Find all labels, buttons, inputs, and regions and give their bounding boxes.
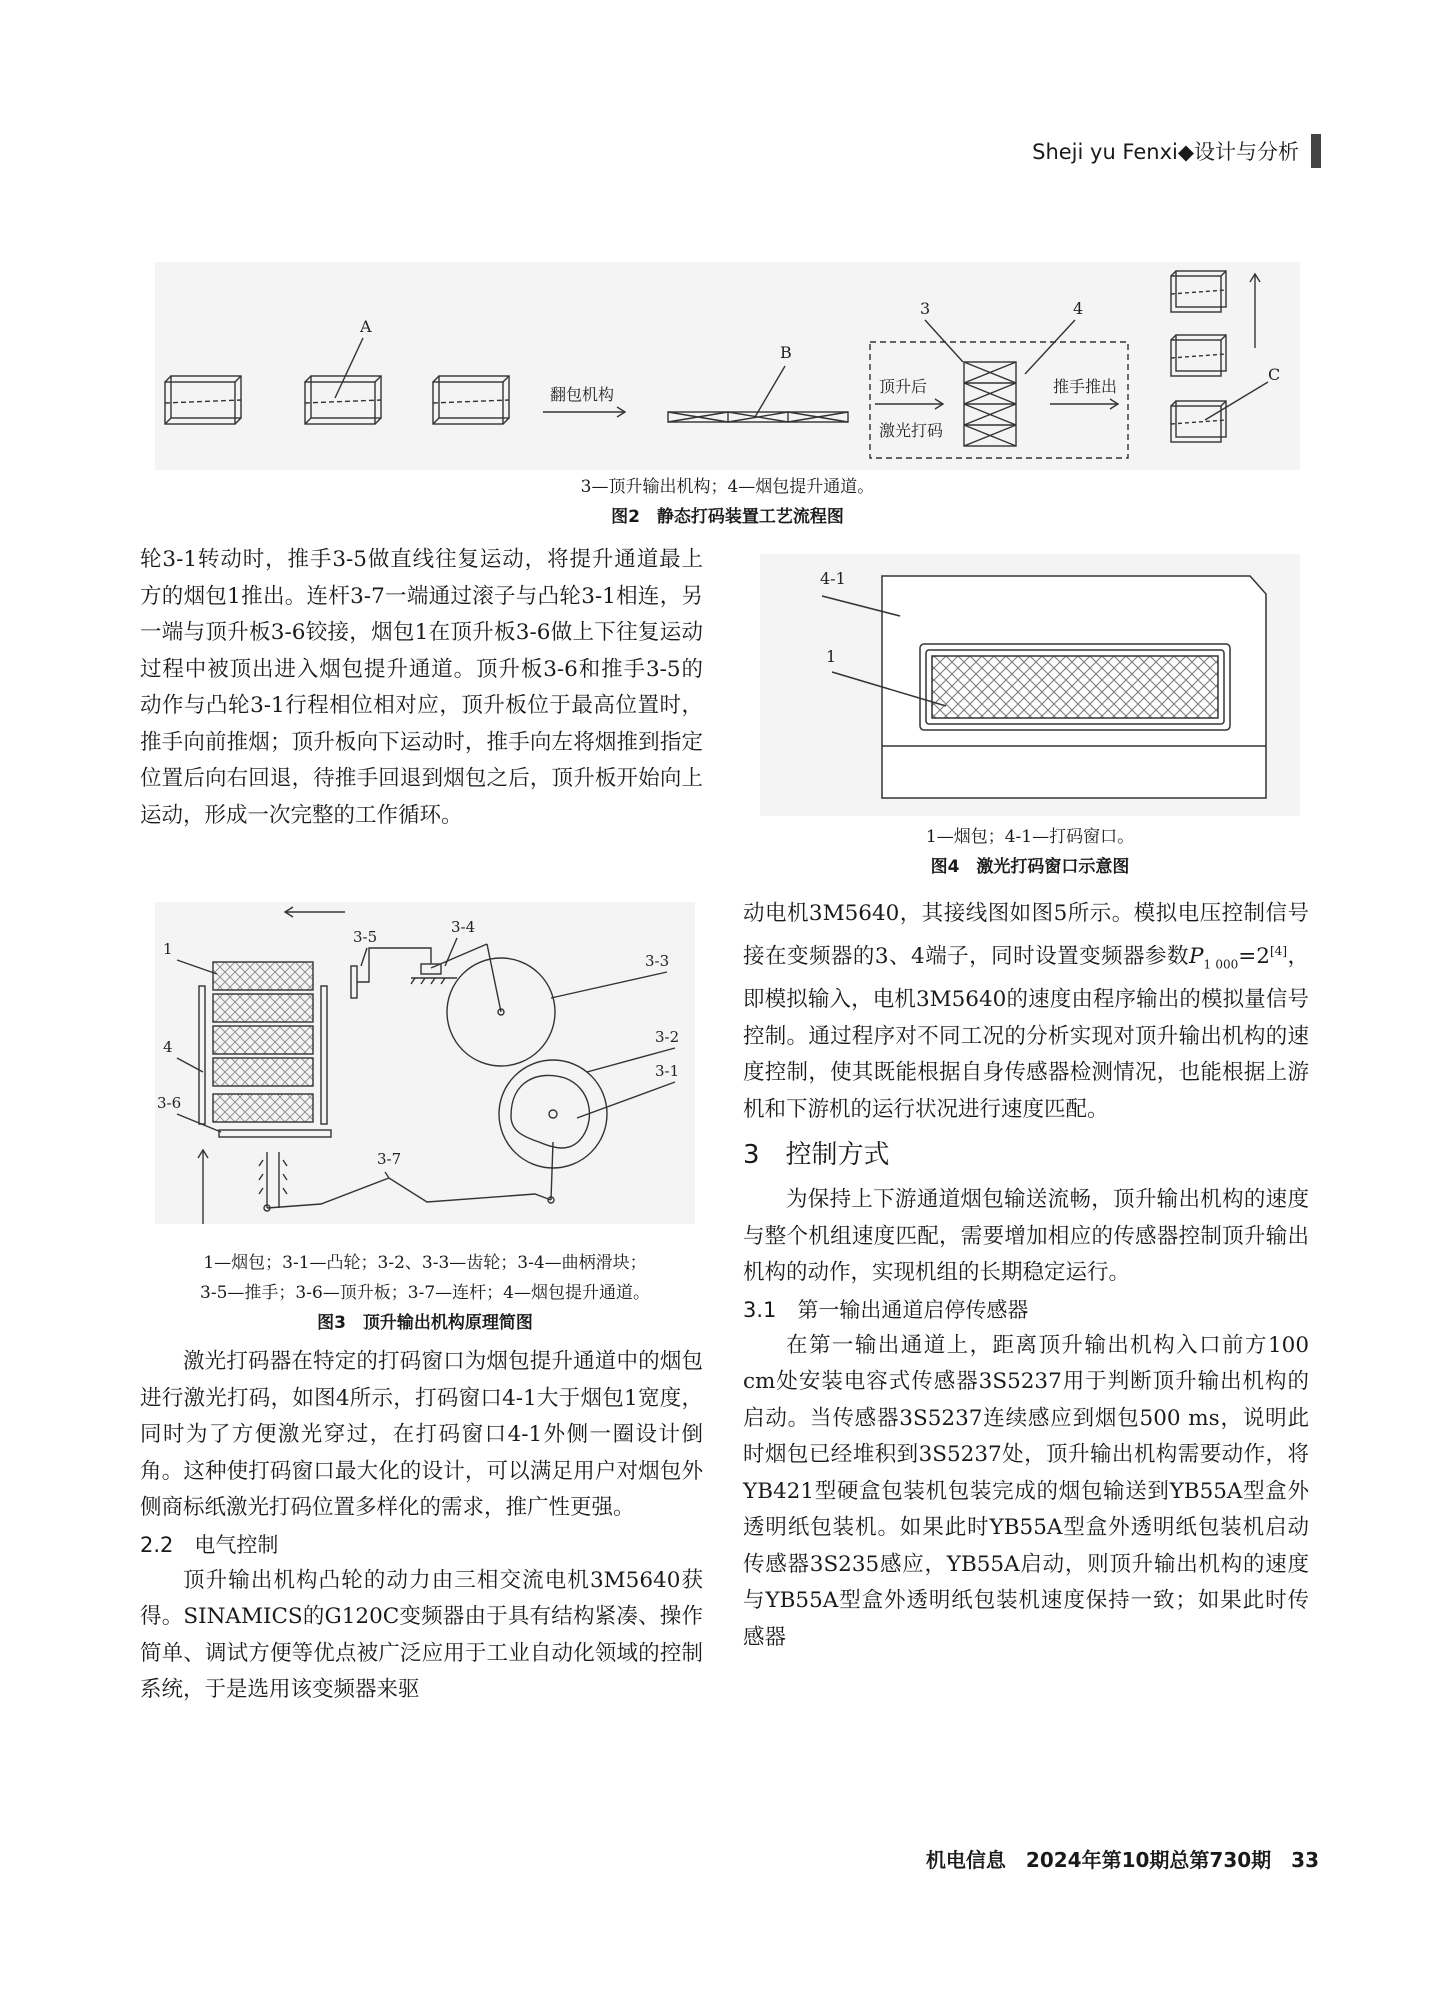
fig2-label-a: A <box>360 317 372 336</box>
figure-3-caption-line-2: 3-5—推手；3-6—顶升板；3-7—连杆；4—烟包提升通道。 <box>200 1283 650 1303</box>
fig2-text-flip: 翻包机构 <box>550 385 615 404</box>
figure-4 <box>760 554 1300 816</box>
right-para-1-a: 动电机3M5640，其接线图如图5所示。模拟电压控制信号接在变频器的3、4端子，同时设置变频器参数 <box>743 901 1309 969</box>
figure-3-caption-block <box>155 1248 695 1338</box>
figure-2-title: 图2 静态打码装置工艺流程图 <box>611 507 844 527</box>
fig3-label-3-4: 3-4 <box>451 918 476 936</box>
running-head-text: Sheji yu Fenxi◆设计与分析 <box>1032 140 1299 164</box>
figure-4-diagram <box>760 554 1300 816</box>
fig3-label-4: 4 <box>163 1038 173 1056</box>
fig3-label-3-3: 3-3 <box>645 952 670 970</box>
param-sub: 1 000 <box>1203 956 1239 971</box>
right-para-1 <box>743 896 1309 1128</box>
fig4-label-pack: 1 <box>826 647 837 666</box>
left-para-3: 顶升输出机构凸轮的动力由三相交流电机3M5640获得。SINAMICS的G120C变频器由于具有结构紧凑、操作简单、调试方便等优点被广泛应用于工业自动化领域的控制系统，于是选用该变频器来驱 <box>140 1567 703 1702</box>
figure-3-caption-line-1: 1—烟包；3-1—凸轮；3-2、3-3—齿轮；3-4—曲柄滑块； <box>203 1253 647 1273</box>
figure-4-title: 图4 激光打码窗口示意图 <box>930 857 1130 877</box>
running-head-bar <box>1311 134 1321 168</box>
figure-4-caption-block <box>760 822 1300 882</box>
fig2-text-push: 推手推出 <box>1053 377 1118 396</box>
figure-2 <box>155 262 1300 470</box>
left-para-2: 激光打码器在特定的打码窗口为烟包提升通道中的烟包进行激光打码，如图4所示，打码窗口4-1大于烟包1宽度，同时为了方便激光穿过，在打码窗口4-1外侧一圈设计倒角。这种使打码窗口最大化的设计，可以满足用户对烟包外侧商标纸激光打码位置多样化的需求，推广性更强。 <box>140 1349 703 1520</box>
figure-4-caption: 1—烟包；4-1—打码窗口。 <box>925 827 1135 847</box>
fig3-label-3-7: 3-7 <box>377 1150 402 1168</box>
figure-2-caption: 3—顶升输出机构；4—烟包提升通道。 <box>580 477 875 497</box>
ref-4: [4] <box>1270 943 1287 958</box>
right-para-3: 在第一输出通道上，距离顶升输出机构入口前方100 cm处安装电容式传感器3S5237用于判断顶升输出机构的启动。当传感器3S5237连续感应到烟包500 ms，说明此时烟包已经堆积到3S5237处，顶升输出机构需要动作，将YB421型硬盒包装机包装完成的烟包输送到YB55A型盒外透明纸包装机。如果此时YB55A型盒外透明纸包装机启动传感器3S235感应，YB55A启动，则顶升输出机构的速度与YB55A型盒外透明纸包装机速度保持一致；如果此时传感器 <box>743 1332 1309 1650</box>
heading-2-2: 2.2 电气控制 <box>140 1532 279 1557</box>
figure-2-diagram <box>155 262 1300 470</box>
fig2-text-lift-2: 激光打码 <box>879 421 944 440</box>
figure-3-title: 图3 顶升输出机构原理简图 <box>317 1313 533 1333</box>
fig3-label-3-6: 3-6 <box>157 1094 182 1112</box>
right-column <box>743 896 1309 1656</box>
fig2-label-b: B <box>780 343 792 362</box>
fig3-label-3-2: 3-2 <box>655 1028 680 1046</box>
fig2-label-4: 4 <box>1073 299 1084 318</box>
fig4-label-window: 4-1 <box>820 569 846 588</box>
fig2-label-3: 3 <box>920 299 931 318</box>
left-column-top <box>140 542 703 834</box>
fig3-label-3-1: 3-1 <box>655 1062 680 1080</box>
param-p: P <box>1188 943 1204 969</box>
heading-3: 3 控制方式 <box>743 1140 890 1171</box>
right-para-2: 为保持上下游通道烟包输送流畅，顶升输出机构的速度与整个机组速度匹配，需要增加相应的传感器控制顶升输出机构的动作，实现机组的长期稳定运行。 <box>743 1187 1309 1286</box>
heading-3-1: 3.1 第一输出通道启停传感器 <box>743 1297 1029 1322</box>
left-para-1: 轮3-1转动时，推手3-5做直线往复运动，将提升通道最上方的烟包1推出。连杆3-7一端通过滚子与凸轮3-1相连，另一端与顶升板3-6铰接，烟包1在顶升板3-6做上下往复运动过程中被顶出进入烟包提升通道。顶升板3-6和推手3-5的动作与凸轮3-1行程相位相对应，顶升板位于最高位置时，推手向前推烟；顶升板向下运动时，推手向左将烟推到指定位置后向右回退，待推手回退到烟包之后，顶升板开始向上运动，形成一次完整的工作循环。 <box>140 547 703 828</box>
fig3-label-1: 1 <box>163 940 173 958</box>
footer: 机电信息 2024年第10期总第730期 33 <box>925 1848 1319 1872</box>
right-para-1-b: ，即模拟输入，电机3M5640的速度由程序输出的模拟量信号控制。通过程序对不同工况的分析实现对顶升输出机构的速度控制，使其既能根据自身传感器检测情况，也能根据上游机和下游机的运行状况进行速度匹配。 <box>743 943 1309 1122</box>
left-column-bottom <box>140 1344 703 1709</box>
fig2-text-lift-1: 顶升后 <box>879 377 928 396</box>
param-eq: =2 <box>1238 943 1270 969</box>
running-head <box>1032 134 1321 168</box>
figure-3-diagram <box>155 902 695 1224</box>
fig2-label-c: C <box>1268 365 1281 384</box>
fig3-label-3-5: 3-5 <box>353 928 378 946</box>
figure-2-caption-block <box>155 472 1300 532</box>
figure-3 <box>155 902 695 1224</box>
